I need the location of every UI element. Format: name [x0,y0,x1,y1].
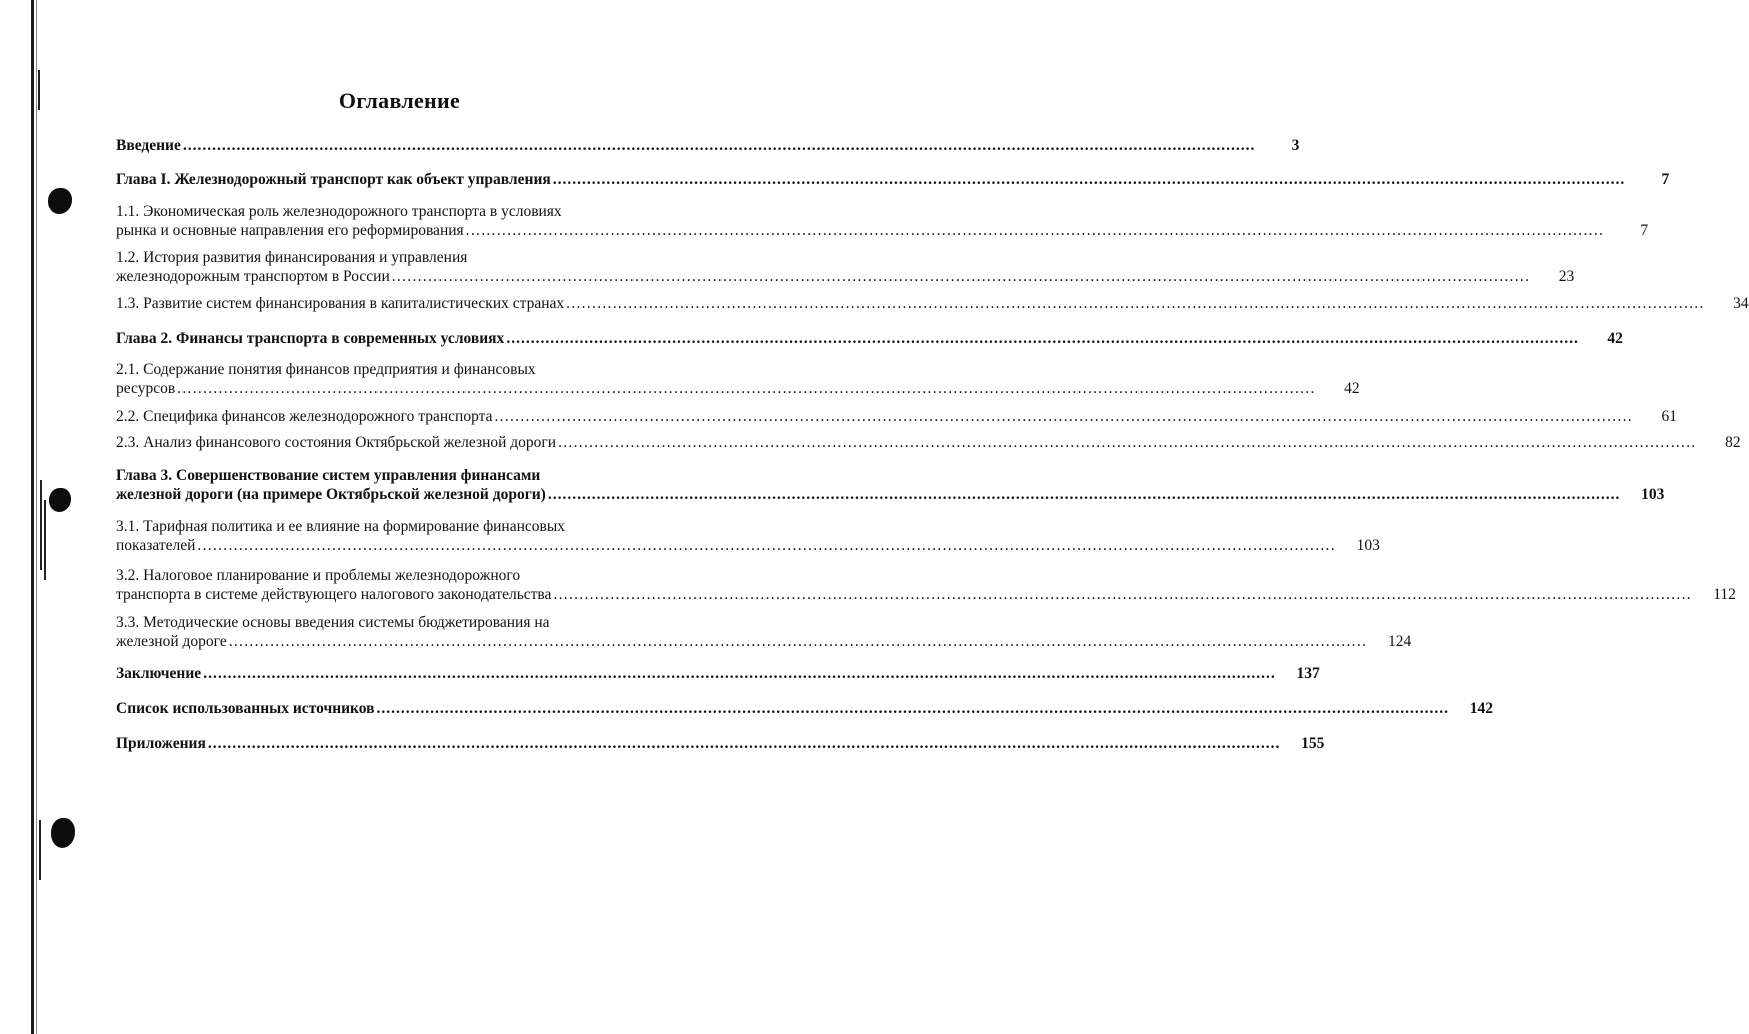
toc-entry[interactable] [116,734,1325,753]
toc-entry-row [116,632,1412,651]
toc-entry-row [116,136,1300,155]
toc-entry-title: Список использованных источников [116,700,375,717]
dot-leader: ............................................................................................................................................................................................................................ [177,380,1316,397]
scan-mark [44,500,46,580]
toc-entry-title: транспорта в системе действующего налогового законодательства [116,586,552,603]
toc-entry[interactable] [116,329,1623,348]
toc-entry-title: 1.3. Развитие систем финансирования в капиталистических странах [116,295,565,312]
hole-punch-mark [48,188,72,214]
toc-entry-title: Заключение [116,665,202,682]
dot-leader: ............................................................................................................................................................................................................................ [203,665,1276,682]
toc-entry-row [116,407,1677,426]
toc-entry[interactable] [116,664,1320,683]
toc-page-number: 103 [1356,537,1380,554]
toc-page-number: 7 [1661,171,1670,188]
toc-entry[interactable] [116,566,1736,604]
dot-leader: ............................................................................................................................................................................................................................ [207,735,1281,752]
toc-page-number: 7 [1640,222,1649,239]
toc-entry-title: Введение [116,137,181,154]
toc-entry-row [116,433,1741,452]
toc-entry[interactable] [116,433,1741,452]
dot-leader: ............................................................................................................................................................................................................................ [197,537,1336,554]
toc-entry-row [116,170,1670,189]
dot-leader: ............................................................................................................................................................................................................................ [506,330,1579,347]
toc-page-number: 42 [1607,330,1623,347]
toc-entry[interactable] [116,699,1494,718]
toc-entry-title: ресурсов [116,380,176,397]
toc-entry-row [116,734,1325,753]
dot-leader: ............................................................................................................................................................................................................................ [558,434,1697,451]
dot-leader: ............................................................................................................................................................................................................................ [376,700,1450,717]
dot-leader: ............................................................................................................................................................................................................................ [465,222,1605,239]
toc-entry-title: Приложения [116,735,206,752]
scan-mark [39,820,41,880]
dot-leader: ............................................................................................................................................................................................................................ [494,408,1633,425]
toc-page-number: 23 [1558,268,1575,285]
toc-entry-row [116,221,1649,240]
dot-leader: ............................................................................................................................................................................................................................ [566,295,1705,312]
dot-leader: ............................................................................................................................................................................................................................ [552,171,1626,188]
dot-leader: ............................................................................................................................................................................................................................ [391,268,1531,285]
scan-mark [40,480,42,570]
toc-entry-row [116,485,1665,504]
toc-entry[interactable] [116,517,1380,555]
hole-punch-mark [51,818,75,848]
toc-page-number: 3 [1291,137,1300,154]
toc-page-number: 82 [1725,434,1741,451]
toc-entry-line: 1.1. Экономическая роль железнодорожного транспорта в условиях [116,203,562,220]
toc-entry-title: показателей [116,537,196,554]
toc-entry[interactable] [116,407,1677,426]
toc-entry[interactable] [116,360,1360,398]
toc-entry-line: 1.2. История развития финансирования и управления [116,249,468,266]
dot-leader: ............................................................................................................................................................................................................................ [182,137,1256,154]
toc-entry-title: 2.2. Специфика финансов железнодорожного транспорта [116,408,493,425]
toc-entry-title: Глава 2. Финансы транспорта в современных условиях [116,330,505,347]
toc-entry-title: железнодорожным транспортом в России [116,268,390,285]
toc-page-number: 112 [1713,586,1736,603]
dot-leader: ............................................................................................................................................................................................................................ [547,486,1621,503]
scan-left-edge [31,0,34,1034]
toc-entry-row [116,294,1749,313]
toc-entry-row [116,699,1494,718]
toc-page-number: 124 [1387,633,1412,650]
toc-page-number: 42 [1344,380,1360,397]
toc-entry-title: рынка и основные направления его реформирования [116,222,464,239]
toc-entry-row [116,267,1575,286]
toc-page-number: 155 [1301,735,1325,752]
toc-entry-row [116,664,1320,683]
toc-entry-title: Глава I. Железнодорожный транспорт как объект управления [116,171,551,188]
toc-page-number: 61 [1661,408,1677,425]
toc-entry[interactable] [116,248,1575,286]
dot-leader: ............................................................................................................................................................................................................................ [553,586,1692,603]
toc-entry-title: железной дороге [116,633,227,650]
page-title: Оглавление [338,88,461,113]
toc-entry[interactable] [116,202,1649,240]
toc-entry-line: 3.3. Методические основы введения системы бюджетирования на [116,614,550,631]
hole-punch-mark [49,488,71,512]
toc-entry-title: 2.3. Анализ финансового состояния Октябрьской железной дороги [116,434,557,451]
toc-entry-row [116,379,1360,398]
toc-page-number: 142 [1469,700,1494,717]
toc-entry[interactable] [116,466,1665,504]
toc-entry-line: 3.2. Налоговое планирование и проблемы железнодорожного [116,567,521,584]
toc-entry-title: железной дороги (на примере Октябрьской железной дороги) [116,486,546,503]
toc-entry[interactable] [116,136,1300,155]
toc-entry-row [116,536,1380,555]
toc-entry-line: 3.1. Тарифная политика и ее влияние на формирование финансовых [116,518,565,535]
toc-page-number: 34 [1733,295,1749,312]
scan-left-edge-shadow [36,0,37,1034]
dot-leader: ............................................................................................................................................................................................................................ [228,633,1368,650]
toc-entry[interactable] [116,613,1412,651]
toc-entry-row [116,329,1623,348]
toc-entry-line: 2.1. Содержание понятия финансов предприятия и финансовых [116,361,536,378]
toc-entry-row [116,585,1736,604]
toc-entry[interactable] [116,294,1749,313]
toc-page-number: 103 [1641,486,1665,503]
toc-page-number: 137 [1296,665,1320,682]
toc-entry-line: Глава 3. Совершенствование систем управления финансами [116,467,541,484]
toc-entry[interactable] [116,170,1670,189]
